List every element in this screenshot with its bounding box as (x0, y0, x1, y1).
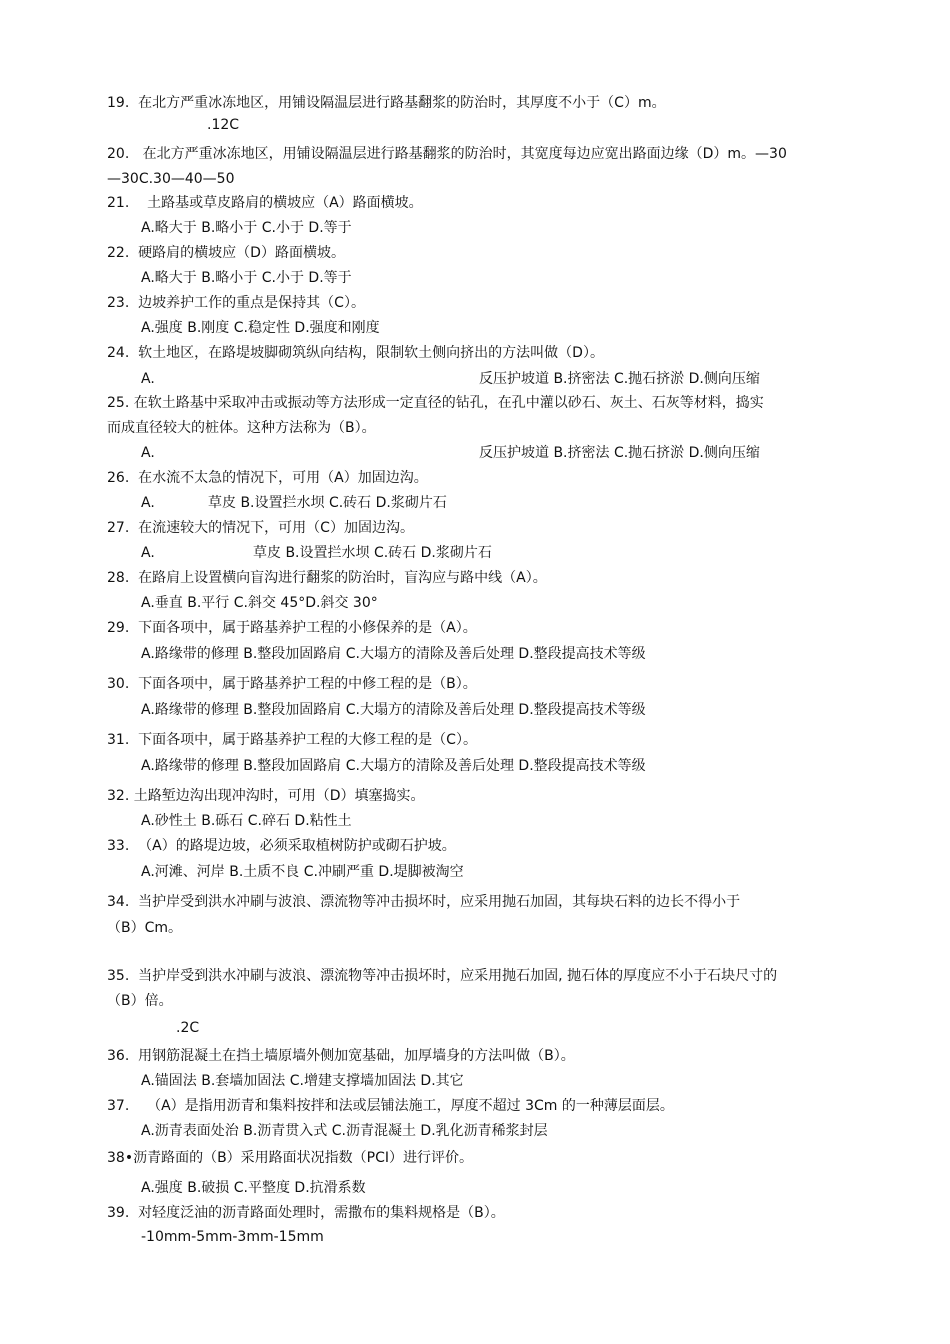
question-25-options: 反压护坡道 B.挤密法 C.抛石挤淤 D.侧向压缩 (479, 445, 760, 461)
question-26-options: 草皮 B.设置拦水坝 C.砖石 D.浆砌片石 (208, 495, 447, 511)
question-22-options: A.略大于 B.略小于 C.小于 D.等于 (141, 270, 352, 286)
question-20-options: —30C.30—40—50 (107, 171, 235, 187)
question-27: 27. 在流速较大的情况下，可用（C）加固边沟。 (107, 520, 414, 536)
question-27-options: 草皮 B.设置拦水坝 C.砖石 D.浆砌片石 (253, 545, 492, 561)
question-37: 37. （A）是指用沥青和集料按拌和法或层铺法施工，厚度不超过 3Cm 的一种薄层面层。 (107, 1098, 674, 1114)
question-25-continued: 而成直径较大的桩体。这种方法称为（B）。 (107, 420, 376, 436)
question-28: 28. 在路肩上设置横向盲沟进行翻浆的防治时，盲沟应与路中线（A）。 (107, 570, 547, 586)
question-35: 35. 当护岸受到洪水冲刷与波浪、漂流物等冲击损坏时，应采用抛石加固, 抛石体的厚度应不小于石块尺寸的 (107, 968, 778, 984)
question-35-continued: （B）倍。 (107, 993, 173, 1009)
question-24-option-a-letter: A. (141, 371, 155, 387)
question-29-options: A.路缘带的修理 B.整段加固路肩 C.大塌方的清除及善后处理 D.整段提高技术等级 (141, 646, 646, 662)
question-29: 29. 下面各项中，属于路基养护工程的小修保养的是（A）。 (107, 620, 477, 636)
question-30: 30. 下面各项中，属于路基养护工程的中修工程的是（B）。 (107, 676, 477, 692)
question-24: 24. 软土地区，在路堤坡脚砌筑纵向结构，限制软土侧向挤出的方法叫做（D）。 (107, 345, 604, 361)
question-24-options: 反压护坡道 B.挤密法 C.抛石挤淤 D.侧向压缩 (479, 371, 760, 387)
question-35-options: .2C (176, 1020, 200, 1036)
question-30-options: A.路缘带的修理 B.整段加固路肩 C.大塌方的清除及善后处理 D.整段提高技术等级 (141, 702, 646, 718)
question-23-options: A.强度 B.刚度 C.稳定性 D.强度和刚度 (141, 320, 380, 336)
question-21: 21. 土路基或草皮路肩的横坡应（A）路面横坡。 (107, 195, 423, 211)
question-31: 31. 下面各项中，属于路基养护工程的大修工程的是（C）。 (107, 732, 477, 748)
question-22: 22. 硬路肩的横坡应（D）路面横坡。 (107, 245, 345, 261)
question-23: 23. 边坡养护工作的重点是保持其（C）。 (107, 295, 365, 311)
question-37-options: A.沥青表面处治 B.沥青贯入式 C.沥青混凝土 D.乳化沥青稀浆封层 (141, 1123, 548, 1139)
question-26: 26. 在水流不太急的情况下，可用（A）加固边沟。 (107, 470, 428, 486)
question-25-option-a-letter: A. (141, 445, 155, 461)
question-20: 20. 在北方严重冰冻地区，用铺设隔温层进行路基翻浆的防治时，其宽度每边应宽出路面边缘（D）m。—30 (107, 146, 787, 162)
question-36-options: A.锚固法 B.套墙加固法 C.增建支撑墙加固法 D.其它 (141, 1073, 464, 1089)
question-36: 36. 用钢筋混凝土在挡土墙原墙外侧加宽基础，加厚墙身的方法叫做（B）。 (107, 1048, 575, 1064)
question-32-options: A.砂性土 B.砾石 C.碎石 D.粘性土 (141, 813, 352, 829)
question-33: 33. （A）的路堤边坡，必须采取植树防护或砌石护坡。 (107, 838, 456, 854)
question-34-continued: （B）Cm。 (107, 920, 183, 936)
question-39: 39. 对轻度泛油的沥青路面处理时，需撒布的集料规格是（B）。 (107, 1205, 505, 1221)
question-38-options: A.强度 B.破损 C.平整度 D.抗滑系数 (141, 1180, 366, 1196)
question-26-option-a-letter: A. (141, 495, 155, 511)
question-25: 25. 在软土路基中采取冲击或振动等方法形成一定直径的钻孔，在孔中灌以砂石、灰土、石灰等材料，捣实 (107, 395, 764, 411)
question-33-options: A.河滩、河岸 B.土质不良 C.冲刷严重 D.堤脚被淘空 (141, 864, 464, 880)
question-32: 32. 土路堑边沟出现冲沟时，可用（D）填塞捣实。 (107, 788, 425, 804)
question-19: 19. 在北方严重冰冻地区，用铺设隔温层进行路基翻浆的防治时，其厚度不小于（C）m。 (107, 95, 666, 111)
question-38: 38•沥青路面的（B）采用路面状况指数（PCI）进行评价。 (107, 1150, 474, 1166)
question-21-options: A.略大于 B.略小于 C.小于 D.等于 (141, 220, 352, 236)
question-34: 34. 当护岸受到洪水冲刷与波浪、漂流物等冲击损坏时，应采用抛石加固，其每块石料的边长不得小于 (107, 894, 741, 910)
question-31-options: A.路缘带的修理 B.整段加固路肩 C.大塌方的清除及善后处理 D.整段提高技术等级 (141, 758, 646, 774)
question-28-options: A.垂直 B.平行 C.斜交 45°D.斜交 30° (141, 595, 378, 611)
question-27-option-a-letter: A. (141, 545, 155, 561)
question-39-options: -10mm-5mm-3mm-15mm (141, 1229, 324, 1245)
question-19-options: .12C (207, 117, 240, 133)
